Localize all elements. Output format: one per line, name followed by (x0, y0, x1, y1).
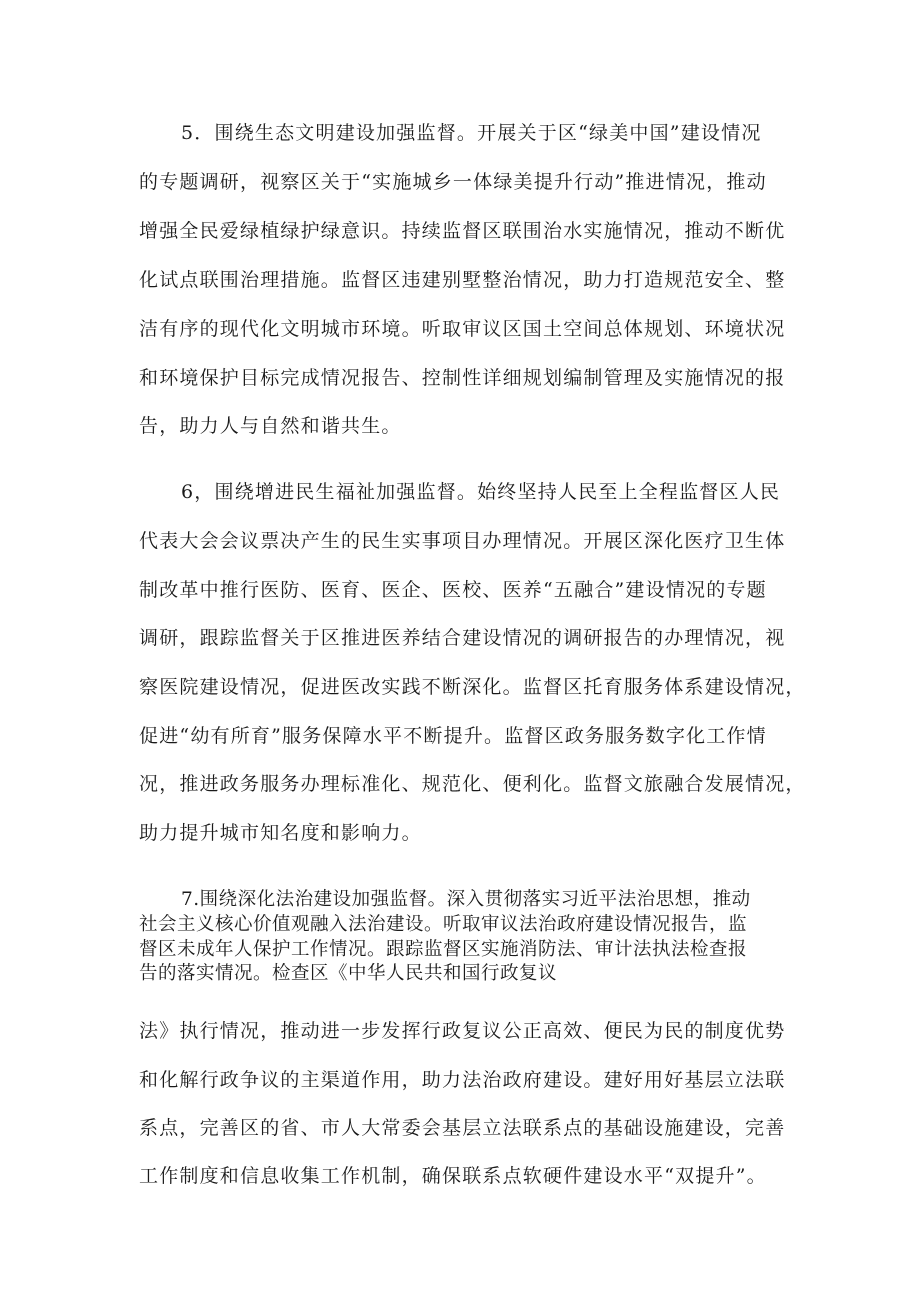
text-line: 7.围绕深化法治建设加强监督。深入贯彻落实习近平法治思想，推动 (181, 889, 751, 910)
text-line: 制改革中推行医防、医育、医企、医校、医养“五融合”建设情况的专题 (139, 579, 767, 601)
text-line: 化试点联围治理措施。监督区违建别墅整治情况，助力打造规范安全、整 (139, 269, 786, 291)
text-line: 察医院建设情况，促进医改实践不断深化。监督区托育服务体系建设情况， (139, 676, 806, 698)
text-line: 6，围绕增进民生福祉加强监督。始终坚持人民至上全程监督区人民 (181, 481, 781, 503)
text-line: 和化解行政争议的主渠道作用，助力法治政府建设。建好用好基层立法联 (139, 1069, 786, 1091)
text-line: 告的落实情况。检查区《中华人民共和国行政复议 (139, 963, 558, 984)
text-line: 况，推进政务服务办理标准化、规范化、便利化。监督文旅融合发展情况， (139, 773, 806, 795)
text-line: 增强全民爱绿植绿护绿意识。持续监督区联围治水实施情况，推动不断优 (139, 220, 786, 242)
text-line: 代表大会会议票决产生的民生实事项目办理情况。开展区深化医疗卫生体 (139, 530, 786, 552)
text-line: 的专题调研，视察区关于“实施城乡一体绿美提升行动”推进情况，推动 (139, 171, 767, 193)
text-line: 调研，跟踪监督关于区推进医养结合建设情况的调研报告的办理情况，视 (139, 627, 786, 649)
text-line: 法》执行情况，推动进一步发挥行政复议公正高效、便民为民的制度优势 (139, 1020, 786, 1042)
text-line: 洁有序的现代化文明城市环境。听取审议区国土空间总体规划、环境状况 (139, 318, 786, 340)
text-line: 工作制度和信息收集工作机制，确保联系点软硬件建设水平“双提升”。 (139, 1165, 767, 1187)
text-line: 系点，完善区的省、市人大常委会基层立法联系点的基础设施建设，完善 (139, 1117, 786, 1139)
text-line: 促进“幼有所育”服务保障水平不断提升。监督区政务服务数字化工作情 (139, 725, 767, 747)
text-line: 和环境保护目标完成情况报告、控制性详细规划编制管理及实施情况的报 (139, 367, 786, 389)
text-line: 督区未成年人保护工作情况。跟踪监督区实施消防法、审计法执法检查报 (139, 939, 748, 960)
text-line: 5．围绕生态文明建设加强监督。开展关于区“绿美中国”建设情况 (181, 122, 762, 144)
text-line: 助力提升城市知名度和影响力。 (139, 822, 422, 844)
text-line: 告，助力人与自然和谐共生。 (139, 415, 402, 437)
text-line: 社会主义核心价值观融入法治建设。听取审议法治政府建设情况报告，监 (139, 914, 748, 935)
